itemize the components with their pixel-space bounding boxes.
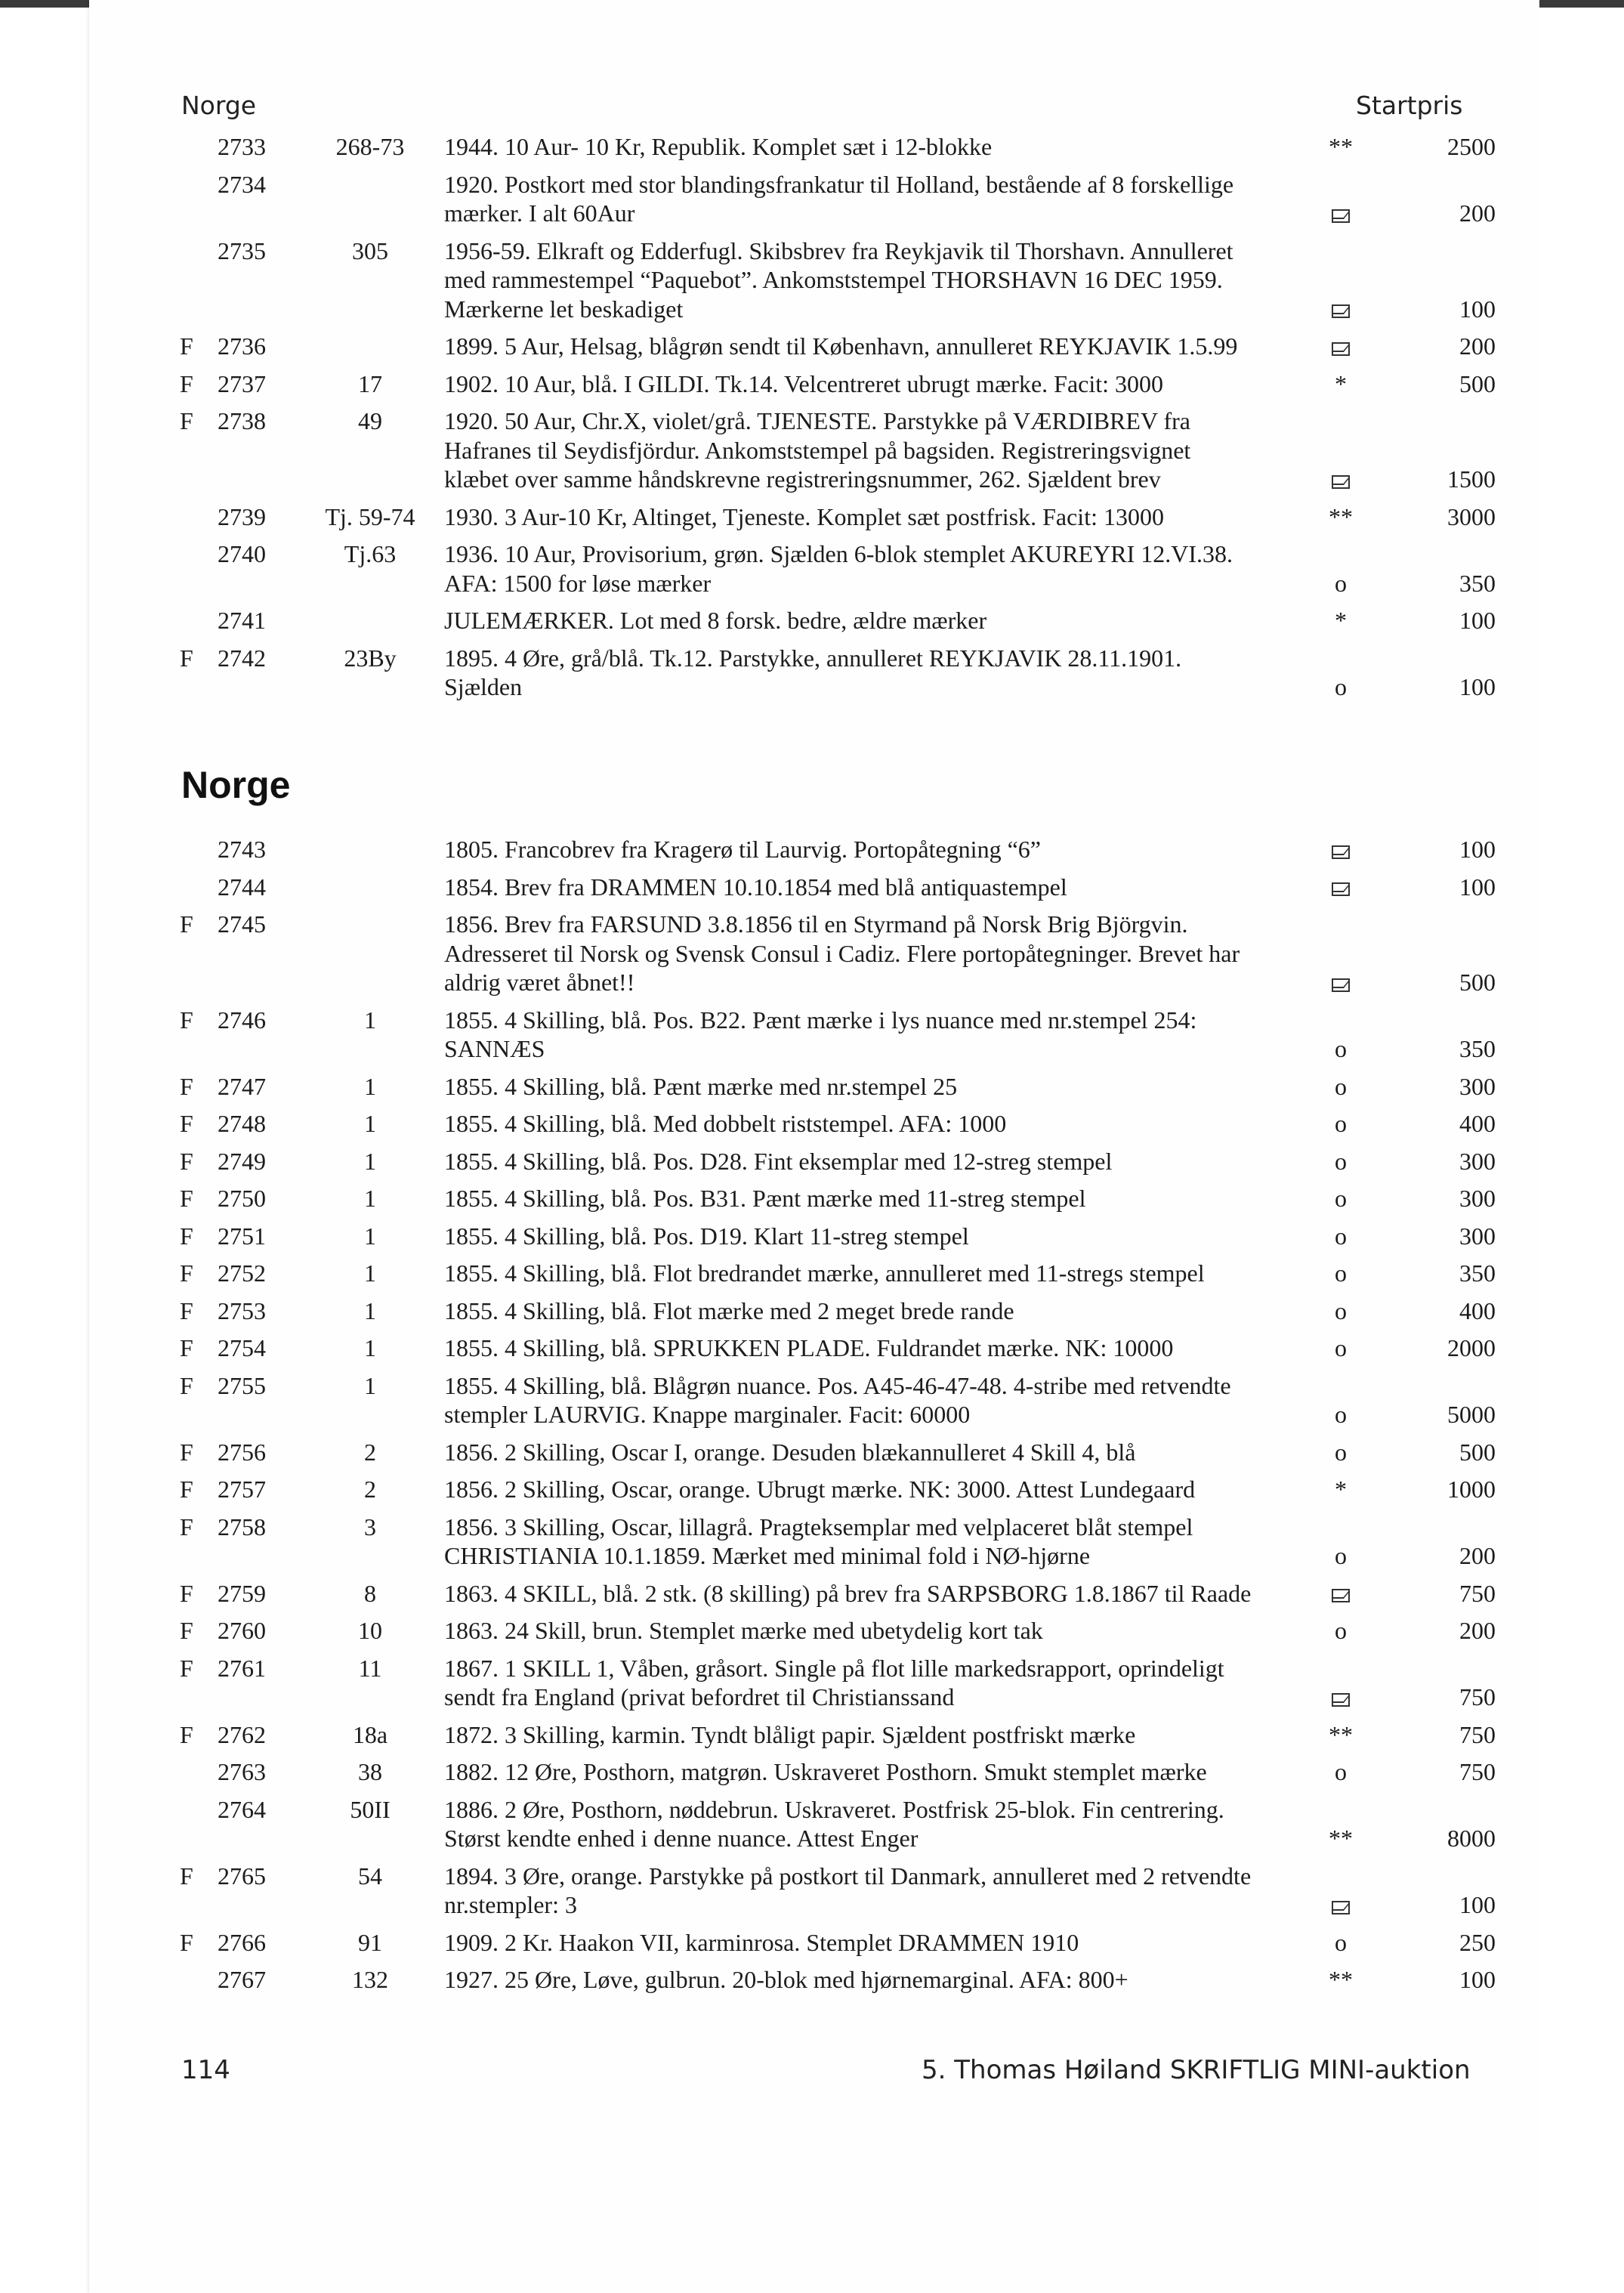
start-price: 100: [1459, 673, 1496, 700]
lot-row: [166, 1757, 1511, 1787]
catalog-number: 1: [364, 1259, 376, 1287]
lot-flag: F: [180, 1862, 193, 1890]
catalog-number: 1: [364, 1334, 376, 1361]
lot-list-norge: [166, 835, 1511, 2003]
condition-mark: **: [1329, 1825, 1353, 1852]
catalog-number: 23By: [344, 644, 397, 672]
lot-number: 2745: [218, 910, 266, 938]
catalog-number: 18a: [352, 1720, 388, 1748]
start-price: 300: [1459, 1185, 1496, 1212]
lot-number: 2752: [218, 1259, 266, 1287]
lot-description: 1920. Postkort med stor blandingsfrankatur til Holland, bestående af 8 forskellige mærker. I alt 60Aur: [444, 170, 1234, 227]
condition-mark: o: [1335, 1758, 1347, 1785]
lot-number: 2754: [218, 1334, 266, 1361]
condition-mark: o: [1335, 1110, 1347, 1137]
start-price: 200: [1459, 332, 1496, 360]
lot-row: [166, 539, 1511, 598]
catalog-number: 2: [364, 1476, 376, 1503]
lot-description: 1856. 2 Skilling, Oscar I, orange. Desuden blækannulleret 4 Skill 4, blå: [444, 1438, 1136, 1466]
lot-number: 2760: [218, 1617, 266, 1644]
lot-number: 2734: [218, 170, 266, 198]
start-price: 2000: [1447, 1334, 1496, 1361]
lot-row: [166, 406, 1511, 494]
lot-row: [166, 1371, 1511, 1429]
lot-description: 1936. 10 Aur, Provisorium, grøn. Sjælden 6-blok stemplet AKUREYRI 12.VI.38. AFA: 1500 for løse mærker: [444, 540, 1233, 597]
lot-row: [166, 1184, 1511, 1213]
start-price: 200: [1459, 1542, 1496, 1569]
lot-flag: F: [180, 1296, 193, 1324]
lot-description: 1909. 2 Kr. Haakon VII, karminrosa. Stemplet DRAMMEN 1910: [444, 1928, 1079, 1956]
lot-number: 2757: [218, 1476, 266, 1503]
lot-description: 1867. 1 SKILL 1, Våben, gråsort. Single på flot lille markedsrapport, oprindeligt sendt fra England (privat befordret til Christianssand: [444, 1654, 1224, 1710]
catalog-number: 17: [358, 369, 382, 397]
lot-description: JULEMÆRKER. Lot med 8 forsk. bedre, ældre mærker: [444, 607, 987, 634]
lot-number: 2750: [218, 1185, 266, 1212]
lot-number: 2764: [218, 1795, 266, 1823]
start-price: 500: [1459, 969, 1496, 996]
lot-number: 2767: [218, 1966, 266, 1993]
lot-row: [166, 1513, 1511, 1571]
lot-row: [166, 1654, 1511, 1712]
condition-mark: o: [1335, 1542, 1347, 1569]
catalog-number: Tj.63: [344, 540, 397, 567]
lot-row: [166, 1928, 1511, 1958]
lot-number: 2737: [218, 369, 266, 397]
lot-number: 2765: [218, 1862, 266, 1890]
catalog-number: 50II: [350, 1795, 391, 1823]
lot-flag: F: [180, 1006, 193, 1034]
condition-mark: o: [1335, 1296, 1347, 1324]
lot-number: 2743: [218, 836, 266, 863]
condition-mark: o: [1335, 1147, 1347, 1175]
lot-row: [166, 1475, 1511, 1504]
lot-description: 1855. 4 Skilling, blå. Pos. D19. Klart 11-streg stempel: [444, 1222, 969, 1250]
running-header-startpris: Startpris: [1356, 91, 1463, 120]
catalog-number: 8: [364, 1579, 376, 1607]
catalog-number: 305: [352, 236, 388, 264]
start-price: 100: [1459, 1891, 1496, 1918]
envelope-icon: [1322, 1579, 1360, 1608]
catalog-number: Tj. 59-74: [325, 502, 415, 530]
lot-description: 1855. 4 Skilling, blå. Blågrøn nuance. Pos. A45-46-47-48. 4-stribe med retvendte stempler LAURVIG. Knappe marginaler. Facit: 60000: [444, 1371, 1231, 1428]
lot-number: 2746: [218, 1006, 266, 1034]
lot-description: 1855. 4 Skilling, blå. Pos. D28. Fint eksemplar med 12-streg stempel: [444, 1147, 1113, 1175]
condition-mark: **: [1329, 502, 1353, 530]
lot-flag: F: [180, 1720, 193, 1748]
lot-row: [166, 1579, 1511, 1608]
lot-description: 1927. 25 Øre, Løve, gulbrun. 20-blok med hjørnemarginal. AFA: 800+: [444, 1966, 1128, 1993]
start-price: 350: [1459, 569, 1496, 597]
lot-description: 1863. 24 Skill, brun. Stemplet mærke med ubetydelig kort tak: [444, 1617, 1043, 1644]
lot-flag: F: [180, 1513, 193, 1541]
lot-flag: F: [180, 1579, 193, 1607]
catalog-number: 11: [358, 1654, 382, 1682]
lot-description: 1895. 4 Øre, grå/blå. Tk.12. Parstykke, annulleret REYKJAVIK 28.11.1901. Sjælden: [444, 644, 1182, 700]
start-price: 100: [1459, 836, 1496, 863]
start-price: 5000: [1447, 1401, 1496, 1428]
condition-mark: o: [1335, 1035, 1347, 1062]
lot-number: 2756: [218, 1438, 266, 1466]
lot-description: 1855. 4 Skilling, blå. SPRUKKEN PLADE. Fuldrandet mærke. NK: 10000: [444, 1334, 1174, 1361]
condition-mark: o: [1335, 1617, 1347, 1644]
lot-number: 2758: [218, 1513, 266, 1541]
lot-description: 1855. 4 Skilling, blå. Pos. B22. Pænt mærke i lys nuance med nr.stempel 254: SANNÆS: [444, 1006, 1197, 1062]
envelope-icon: [1322, 465, 1360, 494]
lot-row: [166, 1862, 1511, 1920]
envelope-icon: [1322, 1890, 1360, 1920]
lot-description: 1854. Brev fra DRAMMEN 10.10.1854 med blå antiquastempel: [444, 873, 1067, 901]
lot-flag: F: [180, 1110, 193, 1137]
start-price: 750: [1459, 1720, 1496, 1748]
lot-flag: F: [180, 407, 193, 434]
catalog-number: 1: [364, 1110, 376, 1137]
start-price: 300: [1459, 1147, 1496, 1175]
lot-row: [166, 835, 1511, 864]
start-price: 400: [1459, 1110, 1496, 1137]
lot-description: 1920. 50 Aur, Chr.X, violet/grå. TJENESTE. Parstykke på VÆRDIBREV fra Hafranes til Seydisfjördur. Ankomststempel på bagsiden. Registreringsvignet klæbet over samme håndskrevne registreringsnummer, 262. Sjældent brev: [444, 407, 1191, 493]
lot-flag: F: [180, 369, 193, 397]
lot-number: 2759: [218, 1579, 266, 1607]
start-price: 500: [1459, 369, 1496, 397]
start-price: 3000: [1447, 502, 1496, 530]
catalog-number: 1: [364, 1222, 376, 1250]
start-price: 8000: [1447, 1825, 1496, 1852]
start-price: 1000: [1447, 1476, 1496, 1503]
lot-number: 2735: [218, 236, 266, 264]
condition-mark: o: [1335, 1928, 1347, 1956]
publication-title: 5. Thomas Høiland SKRIFTLIG MINI-auktion: [922, 2055, 1471, 2085]
envelope-icon: [1322, 332, 1360, 361]
lot-flag: F: [180, 1476, 193, 1503]
start-price: 100: [1459, 873, 1496, 901]
lot-description: 1855. 4 Skilling, blå. Pænt mærke med nr.stempel 25: [444, 1072, 958, 1100]
page-number: 114: [181, 2055, 230, 2085]
lot-description: 1855. 4 Skilling, blå. Flot mærke med 2 meget brede rande: [444, 1296, 1014, 1324]
lot-row: [166, 1720, 1511, 1750]
lot-number: 2763: [218, 1758, 266, 1785]
lot-number: 2742: [218, 644, 266, 672]
lot-description: 1882. 12 Øre, Posthorn, matgrøn. Uskraveret Posthorn. Smukt stemplet mærke: [444, 1758, 1207, 1785]
catalog-number: 1: [364, 1185, 376, 1212]
catalog-number: 54: [358, 1862, 382, 1890]
catalog-number: 49: [358, 407, 382, 434]
lot-description: 1856. 3 Skilling, Oscar, lillagrå. Pragteksemplar med velplaceret blåt stempel CHRISTIANIA 10.1.1859. Mærket med minimal fold i NØ-hjørne: [444, 1513, 1193, 1569]
lot-row: [166, 1296, 1511, 1326]
start-price: 400: [1459, 1296, 1496, 1324]
lot-number: 2749: [218, 1147, 266, 1175]
catalog-number: 91: [358, 1928, 382, 1956]
lot-flag: F: [180, 1438, 193, 1466]
catalog-number: 1: [364, 1371, 376, 1399]
lot-flag: F: [180, 1072, 193, 1100]
condition-mark: o: [1335, 673, 1347, 700]
lot-number: 2739: [218, 502, 266, 530]
lot-number: 2762: [218, 1720, 266, 1748]
condition-mark: o: [1335, 569, 1347, 597]
lot-row: [166, 1616, 1511, 1646]
start-price: 750: [1459, 1758, 1496, 1785]
lot-description: 1856. 2 Skilling, Oscar, orange. Ubrugt mærke. NK: 3000. Attest Lundegaard: [444, 1476, 1196, 1503]
catalog-number: 10: [358, 1617, 382, 1644]
condition-mark: *: [1335, 607, 1347, 634]
lot-row: [166, 1795, 1511, 1853]
condition-mark: o: [1335, 1401, 1347, 1428]
lot-description: 1855. 4 Skilling, blå. Med dobbelt riststempel. AFA: 1000: [444, 1110, 1007, 1137]
lot-number: 2747: [218, 1072, 266, 1100]
section-title: Norge: [181, 764, 291, 806]
lot-flag: F: [180, 910, 193, 938]
start-price: 100: [1459, 607, 1496, 634]
catalog-number: 1: [364, 1006, 376, 1034]
condition-mark: o: [1335, 1438, 1347, 1466]
lot-row: [166, 606, 1511, 635]
envelope-icon: [1322, 835, 1360, 864]
lot-number: 2736: [218, 332, 266, 360]
envelope-icon: [1322, 1683, 1360, 1712]
lot-row: [166, 910, 1511, 997]
start-price: 200: [1459, 1617, 1496, 1644]
catalog-number: 1: [364, 1147, 376, 1175]
lot-description: 1894. 3 Øre, orange. Parstykke på postkort til Danmark, annulleret med 2 retvendte nr.stempler: 3: [444, 1862, 1252, 1918]
catalog-number: 2: [364, 1438, 376, 1466]
start-price: 100: [1459, 1966, 1496, 1993]
condition-mark: **: [1329, 1720, 1353, 1748]
condition-mark: o: [1335, 1185, 1347, 1212]
condition-mark: o: [1335, 1072, 1347, 1100]
lot-description: 1956-59. Elkraft og Edderfugl. Skibsbrev fra Reykjavik til Thorshavn. Annulleret med rammestempel “Paquebot”. Ankomststempel THORSHAVN 16 DEC 1959. Mærkerne let beskadiget: [444, 236, 1233, 323]
lot-number: 2755: [218, 1371, 266, 1399]
lot-row: [166, 1006, 1511, 1064]
start-price: 350: [1459, 1035, 1496, 1062]
lot-list-previous-section: [166, 132, 1511, 710]
lot-number: 2738: [218, 407, 266, 434]
start-price: 750: [1459, 1579, 1496, 1607]
lot-flag: F: [180, 1371, 193, 1399]
lot-flag: F: [180, 1222, 193, 1250]
condition-mark: **: [1329, 1966, 1353, 1993]
envelope-icon: [1322, 968, 1360, 997]
lot-number: 2748: [218, 1110, 266, 1137]
condition-mark: o: [1335, 1334, 1347, 1361]
condition-mark: *: [1335, 369, 1347, 397]
lot-flag: F: [180, 332, 193, 360]
lot-row: [166, 1222, 1511, 1251]
lot-description: 1944. 10 Aur- 10 Kr, Republik. Komplet sæt i 12-blokke: [444, 133, 993, 160]
lot-description: 1805. Francobrev fra Kragerø til Laurvig. Portopåtegning “6”: [444, 836, 1041, 863]
lot-flag: F: [180, 1654, 193, 1682]
lot-number: 2766: [218, 1928, 266, 1956]
lot-row: [166, 132, 1511, 162]
start-price: 2500: [1447, 133, 1496, 160]
catalog-number: 268-73: [335, 133, 405, 160]
lot-row: [166, 1072, 1511, 1102]
start-price: 100: [1459, 295, 1496, 323]
condition-mark: **: [1329, 133, 1353, 160]
lot-flag: F: [180, 1259, 193, 1287]
lot-flag: F: [180, 1185, 193, 1212]
lot-row: [166, 873, 1511, 902]
catalog-number: 38: [358, 1758, 382, 1785]
condition-mark: o: [1335, 1259, 1347, 1287]
start-price: 300: [1459, 1222, 1496, 1250]
envelope-icon: [1322, 295, 1360, 324]
catalog-number: 132: [352, 1966, 388, 1993]
lot-row: [166, 1109, 1511, 1139]
lot-row: [166, 502, 1511, 532]
lot-description: 1902. 10 Aur, blå. I GILDI. Tk.14. Velcentreret ubrugt mærke. Facit: 3000: [444, 369, 1164, 397]
lot-row: [166, 332, 1511, 361]
lot-description: 1855. 4 Skilling, blå. Pos. B31. Pænt mærke med 11-streg stempel: [444, 1185, 1086, 1212]
lot-description: 1863. 4 SKILL, blå. 2 stk. (8 skilling) på brev fra SARPSBORG 1.8.1867 til Raade: [444, 1579, 1252, 1607]
lot-number: 2744: [218, 873, 266, 901]
lot-row: [166, 1147, 1511, 1176]
catalog-number: 1: [364, 1296, 376, 1324]
lot-flag: F: [180, 1147, 193, 1175]
lot-row: [166, 1333, 1511, 1363]
lot-row: [166, 644, 1511, 702]
lot-flag: F: [180, 644, 193, 672]
lot-description: 1930. 3 Aur-10 Kr, Altinget, Tjeneste. Komplet sæt postfrisk. Facit: 13000: [444, 502, 1164, 530]
lot-flag: F: [180, 1617, 193, 1644]
condition-mark: o: [1335, 1222, 1347, 1250]
start-price: 500: [1459, 1438, 1496, 1466]
lot-number: 2751: [218, 1222, 266, 1250]
lot-flag: F: [180, 1928, 193, 1956]
lot-description: 1872. 3 Skilling, karmin. Tyndt blåligt papir. Sjældent postfriskt mærke: [444, 1720, 1136, 1748]
start-price: 250: [1459, 1928, 1496, 1956]
lot-number: 2740: [218, 540, 266, 567]
lot-row: [166, 170, 1511, 228]
running-header-country: Norge: [181, 91, 257, 120]
lot-description: 1899. 5 Aur, Helsag, blågrøn sendt til København, annulleret REYKJAVIK 1.5.99: [444, 332, 1238, 360]
start-price: 200: [1459, 199, 1496, 227]
envelope-icon: [1322, 199, 1360, 228]
lot-description: 1855. 4 Skilling, blå. Flot bredrandet mærke, annulleret med 11-stregs stempel: [444, 1259, 1205, 1287]
lot-number: 2733: [218, 133, 266, 160]
lot-description: 1856. Brev fra FARSUND 3.8.1856 til en Styrmand på Norsk Brig Björgvin. Adresseret til Norsk og Svensk Consul i Cadiz. Flere portopåtegninger. Brevet har aldrig været åbnet!!: [444, 910, 1240, 996]
lot-row: [166, 1438, 1511, 1467]
start-price: 350: [1459, 1259, 1496, 1287]
lot-number: 2761: [218, 1654, 266, 1682]
lot-row: [166, 369, 1511, 399]
catalog-number: 1: [364, 1072, 376, 1100]
start-price: 750: [1459, 1683, 1496, 1710]
envelope-icon: [1322, 873, 1360, 902]
lot-flag: F: [180, 1334, 193, 1361]
lot-row: [166, 1259, 1511, 1288]
lot-row: [166, 236, 1511, 324]
lot-number: 2741: [218, 607, 266, 634]
condition-mark: *: [1335, 1476, 1347, 1503]
lot-row: [166, 1965, 1511, 1995]
lot-number: 2753: [218, 1296, 266, 1324]
start-price: 300: [1459, 1072, 1496, 1100]
catalog-number: 3: [364, 1513, 376, 1541]
lot-description: 1886. 2 Øre, Posthorn, nøddebrun. Uskraveret. Postfrisk 25-blok. Fin centrering. Størst kendte enhed i denne nuance. Attest Enger: [444, 1795, 1224, 1852]
start-price: 1500: [1447, 465, 1496, 493]
